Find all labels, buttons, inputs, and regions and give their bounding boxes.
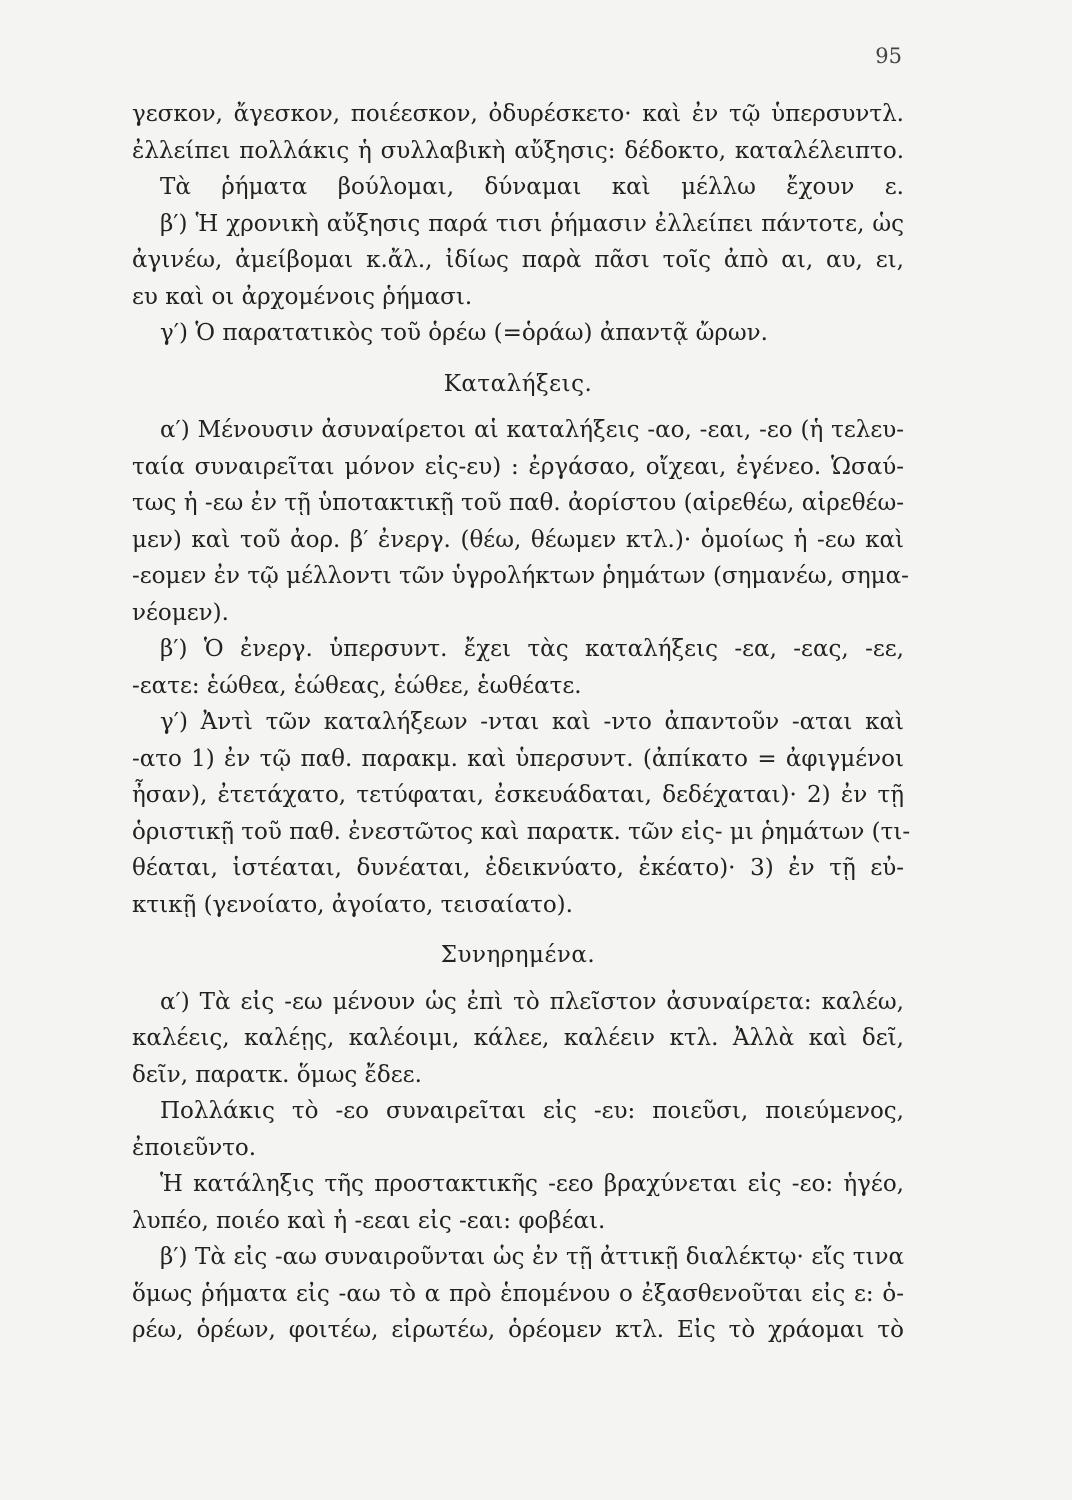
section-heading-endings: Καταλήξεις.	[443, 370, 593, 397]
text-line: Ἡ κατάληξις τῆς προστακτικῆς -εεο βραχύνεται εἰς -εο: ἡγέο,	[160, 1171, 904, 1197]
text-line: α′) Τὰ εἰς -εω μένουν ὡς ἐπὶ τὸ πλεῖστον ἀσυναίρετα: καλέω,	[160, 988, 904, 1015]
text-line: α′) Μένουσιν ἀσυναίρετοι αἱ καταλήξεις -αο, -εαι, -εο (ἡ τελευ-	[160, 417, 904, 443]
text-line: μεν) καὶ τοῦ ἀορ. β′ ἐνεργ. (θέω, θέωμεν κτλ.)· ὁμοίως ἡ -εω καὶ	[132, 526, 904, 553]
text-line: ἐλλείπει πολλάκις ἡ συλλαβικὴ αὔξησις: δέδοκτο, καταλέλειπτο.	[132, 137, 904, 164]
text-line: β′) Ὁ ἐνεργ. ὑπερσυντ. ἔχει τὰς καταλήξεις -εα, -εας, -εε,	[160, 636, 904, 662]
text-line: καλέεις, καλέῃς, καλέοιμι, κάλεε, καλέειν κτλ. Ἀλλὰ καὶ δεῖ,	[132, 1025, 904, 1051]
text-line: ὅμως ῥήματα εἰς -αω τὸ α πρὸ ἑπομένου ο ἐξασθενοῦται εἰς ε: ὁ-	[132, 1280, 904, 1307]
text-line: ευ καὶ οι ἀρχομένοις ῥήμασι.	[132, 283, 473, 310]
section-heading-contracted: Συνηρημένα.	[440, 942, 596, 968]
text-line: νέομεν).	[132, 599, 229, 626]
text-line: β′) Ἡ χρονικὴ αὔξησις παρά τισι ῥήμασιν ἐλλείπει πάντοτε, ὡς	[160, 210, 904, 237]
text-line: γ′) Ἀντὶ τῶν καταλήξεων -νται καὶ -ντο ἀπαντοῦν -αται καὶ	[160, 709, 904, 735]
page-number: 95	[875, 44, 902, 68]
page-body	[132, 96, 911, 1349]
text-line: δεῖν, παρατκ. ὅμως ἔδεε.	[132, 1061, 422, 1088]
text-line: -εατε: ἑώθεα, ἑώθεας, ἑώθεε, ἑωθέατε.	[132, 672, 582, 699]
text-line: ἀγινέω, ἀμείβομαι κ.ἄλ., ἰδίως παρὰ πᾶσι τοῖς ἀπὸ αι, αυ, ει,	[132, 247, 904, 273]
text-line: γεσκον, ἄγεσκον, ποιέεσκον, ὀδυρέσκετο· καὶ ἐν τῷ ὑπερσυντλ.	[132, 101, 904, 127]
text-line: -ατο 1) ἐν τῷ παθ. παρακμ. καὶ ὑπερσυντ. (ἀπίκατο = ἀφιγμένοι	[132, 745, 904, 772]
text-line: θέαται, ἱστέαται, δυνέαται, ἐδεικνύατο, ἐκέατο)· 3) ἐν τῇ εὐ-	[132, 855, 904, 881]
text-line: λυπέο, ποιέο καὶ ἡ -εεαι εἰς -εαι: φοβέαι.	[132, 1207, 606, 1234]
text-line: Πολλάκις τὸ -εο συναιρεῖται εἰς -ευ: ποιεῦσι, ποιεύμενος,	[160, 1098, 904, 1124]
text-line: -εομεν ἐν τῷ μέλλοντι τῶν ὑγρολήκτων ῥημάτων (σημανέω, σημα-	[132, 563, 909, 589]
text-line: ταία συναιρεῖται μόνον εἰς-ευ) : ἐργάσαο, οἴχεαι, ἐγένεο. Ὡσαύ-	[132, 453, 904, 480]
text-line: κτικῇ (γενοίατο, ἀγοίατο, τεισαίατο).	[132, 891, 573, 918]
text-line: ἐποιεῦντο.	[132, 1134, 257, 1161]
text-line: ὁριστικῇ τοῦ παθ. ἐνεστῶτος καὶ παρατκ. τῶν εἰς- μι ῥημάτων (τι-	[132, 818, 911, 845]
text-line: β′) Τὰ εἰς -αω συναιροῦνται ὡς ἐν τῇ ἀττικῇ διαλέκτῳ· εἴς τινα	[160, 1244, 904, 1270]
text-line: Τὰ ῥήματα βούλομαι, δύναμαι καὶ μέλλω ἔχουν ε.	[160, 174, 904, 200]
text-line: γ′) Ὁ παρατατικὸς τοῦ ὁρέω (=ὁράω) ἀπαντᾷ ὤρων.	[160, 320, 768, 346]
text-line: τως ἡ -εω ἐν τῇ ὑποτακτικῇ τοῦ παθ. ἀορίστου (αἱρεθέω, αἱρεθέω-	[132, 490, 904, 516]
text-line: ἦσαν), ἐτετάχατο, τετύφαται, ἐσκευάδαται, δεδέχαται)· 2) ἐν τῇ	[132, 782, 904, 808]
text-line: ρέω, ὁρέων, φοιτέω, εἰρωτέω, ὁρέομεν κτλ. Εἰς τὸ χράομαι τὸ	[132, 1317, 904, 1343]
